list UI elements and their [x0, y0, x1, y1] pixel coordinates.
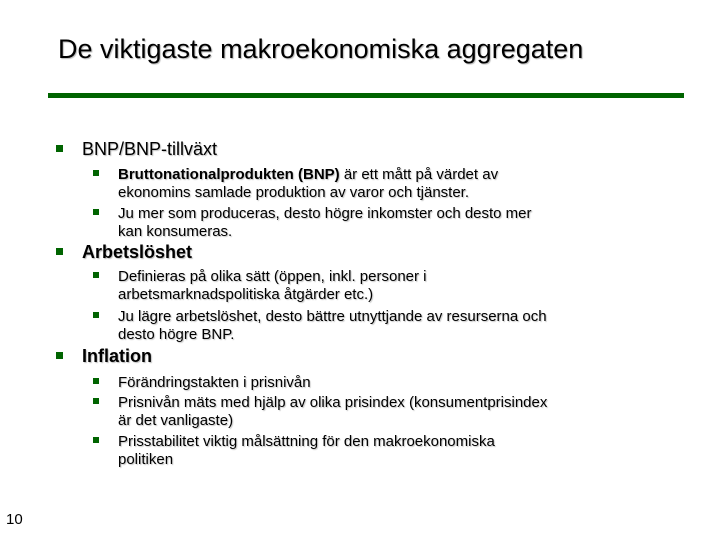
item-line: Ju mer som produceras, desto högre inkomster och desto mer	[118, 205, 532, 222]
square-bullet-icon	[93, 437, 99, 443]
square-bullet-icon	[56, 248, 63, 255]
square-bullet-icon	[56, 145, 63, 152]
section-heading-text: BNP/BNP-tillväxt	[82, 139, 218, 159]
item-line: ekonomins samlade produktion av varor och tjänster.	[118, 184, 470, 201]
item-line: är det vanligaste)	[118, 412, 234, 429]
slide-title: De viktigaste makroekonomiska aggregaten	[58, 34, 584, 64]
square-bullet-icon	[93, 272, 99, 278]
square-bullet-icon	[93, 398, 99, 404]
section-heading-text: Arbetslöshet	[82, 242, 193, 262]
square-bullet-icon	[93, 312, 99, 318]
bold-term: Bruttonationalprodukten (BNP)	[118, 166, 340, 183]
item-line: arbetsmarknadspolitiska åtgärder etc.)	[118, 286, 374, 303]
item-line: Ju lägre arbetslöshet, desto bättre utnyttjande av resurserna och	[118, 308, 547, 325]
item-line: kan konsumeras.	[118, 223, 233, 240]
title-underline	[48, 93, 684, 98]
item-line: är ett mått på värdet av	[339, 166, 499, 183]
page-number: 10	[6, 511, 23, 528]
item-line: Prisnivån mäts med hjälp av olika prisindex (konsumentprisindex	[118, 394, 548, 411]
square-bullet-icon	[93, 209, 99, 215]
item-line: politiken	[118, 451, 174, 468]
item-line: desto högre BNP.	[118, 326, 235, 343]
item-line: Definieras på olika sätt (öppen, inkl. personer i	[118, 268, 427, 285]
square-bullet-icon	[93, 170, 99, 176]
section-heading-text: Inflation	[82, 346, 152, 366]
square-bullet-icon	[56, 352, 63, 359]
item-line: Förändringstakten i prisnivån	[118, 374, 311, 391]
item-line: Prisstabilitet viktig målsättning för den makroekonomiska	[118, 433, 495, 450]
square-bullet-icon	[93, 378, 99, 384]
